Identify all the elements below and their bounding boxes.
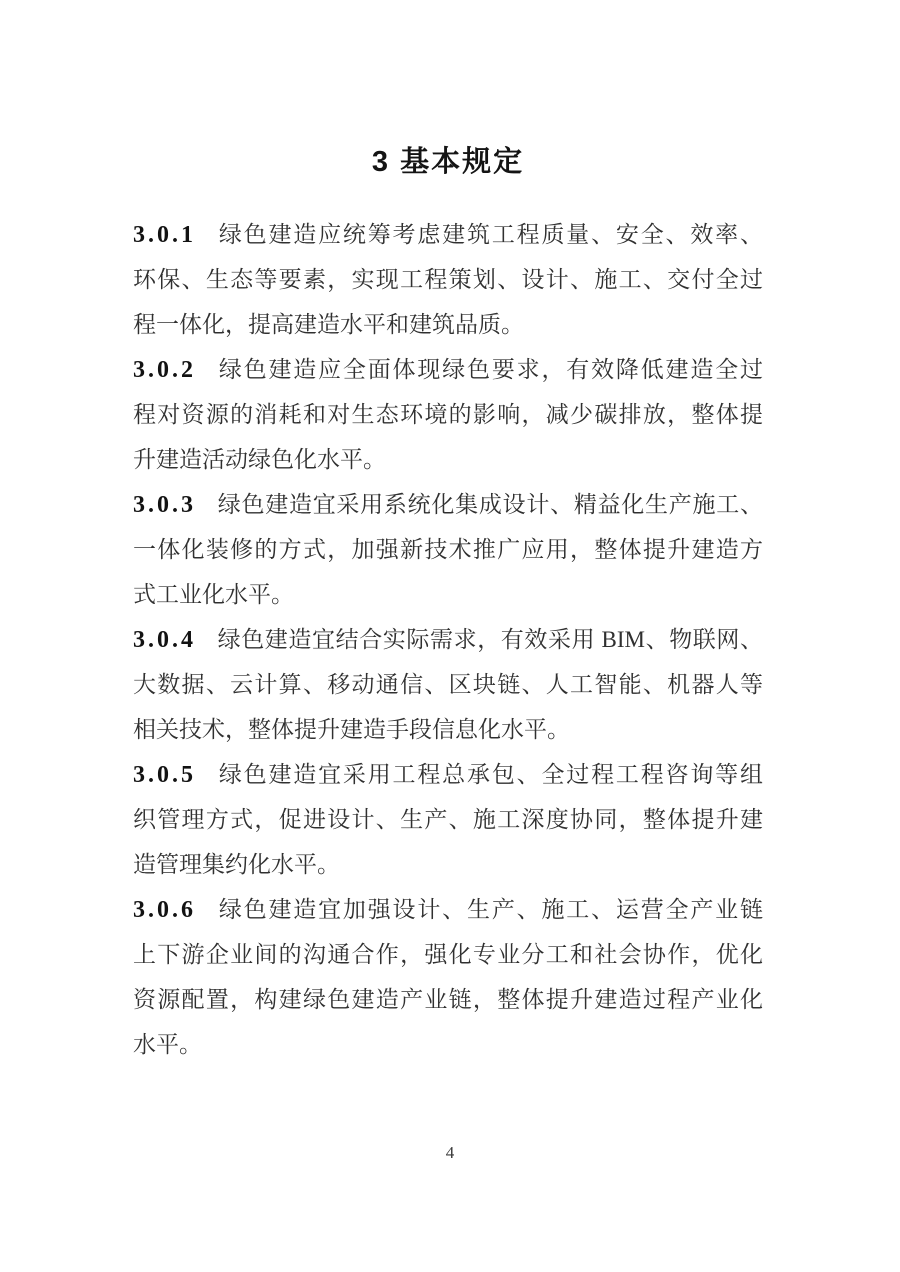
- clause-number: 3.0.2: [133, 357, 196, 383]
- text-line: 上下游企业间的沟通合作，强化专业分工和社会协作，优化: [133, 942, 763, 967]
- text-line: 资源配置，构建绿色建造产业链，整体提升建造过程产业化: [133, 987, 763, 1012]
- clause-3-0-3: [133, 482, 763, 617]
- text-line: 程一体化，提高建造水平和建筑品质。: [133, 312, 524, 337]
- text-line: [133, 752, 763, 797]
- clause-text: 绿色建造宜结合实际需求，有效采用 BIM、物联网、: [217, 627, 763, 652]
- text-line: [133, 482, 763, 527]
- text-line: [133, 617, 763, 662]
- clause-3-0-5: [133, 752, 763, 887]
- text-line: 程对资源的消耗和对生态环境的影响，减少碳排放，整体提: [133, 402, 763, 427]
- text-line: [133, 212, 763, 257]
- clause-text: 绿色建造宜采用系统化集成设计、精益化生产施工、: [217, 492, 763, 517]
- text-line: 相关技术，整体提升建造手段信息化水平。: [133, 717, 570, 742]
- clause-3-0-1: [133, 212, 763, 347]
- clause-3-0-2: [133, 347, 763, 482]
- clause-number: 3.0.4: [133, 627, 196, 653]
- chapter-title: 3 基本规定: [371, 146, 525, 178]
- clause-text: 绿色建造宜加强设计、生产、施工、运营全产业链: [217, 897, 763, 922]
- page-number: 4: [445, 1143, 455, 1162]
- clause-number: 3.0.1: [133, 222, 196, 248]
- clause-text: 绿色建造应全面体现绿色要求，有效降低建造全过: [217, 357, 763, 382]
- clause-3-0-6: [133, 887, 763, 1067]
- clause-3-0-4: [133, 617, 763, 752]
- clause-body: [133, 212, 763, 1067]
- text-line: [133, 347, 763, 392]
- clause-text: 绿色建造宜采用工程总承包、全过程工程咨询等组: [217, 762, 763, 787]
- text-line: 式工业化水平。: [133, 582, 294, 607]
- text-line: 水平。: [133, 1032, 202, 1057]
- clause-number: 3.0.3: [133, 492, 196, 518]
- text-line: 织管理方式，促进设计、生产、施工深度协同，整体提升建: [133, 807, 763, 832]
- clause-number: 3.0.5: [133, 762, 196, 788]
- text-line: 大数据、云计算、移动通信、区块链、人工智能、机器人等: [133, 672, 763, 697]
- clause-text: 绿色建造应统筹考虑建筑工程质量、安全、效率、: [217, 222, 763, 247]
- text-line: [133, 887, 763, 932]
- text-line: 造管理集约化水平。: [133, 852, 340, 877]
- text-line: 一体化装修的方式，加强新技术推广应用，整体提升建造方: [133, 537, 763, 562]
- text-line: 环保、生态等要素，实现工程策划、设计、施工、交付全过: [133, 267, 763, 292]
- clause-number: 3.0.6: [133, 897, 196, 923]
- text-line: 升建造活动绿色化水平。: [133, 447, 386, 472]
